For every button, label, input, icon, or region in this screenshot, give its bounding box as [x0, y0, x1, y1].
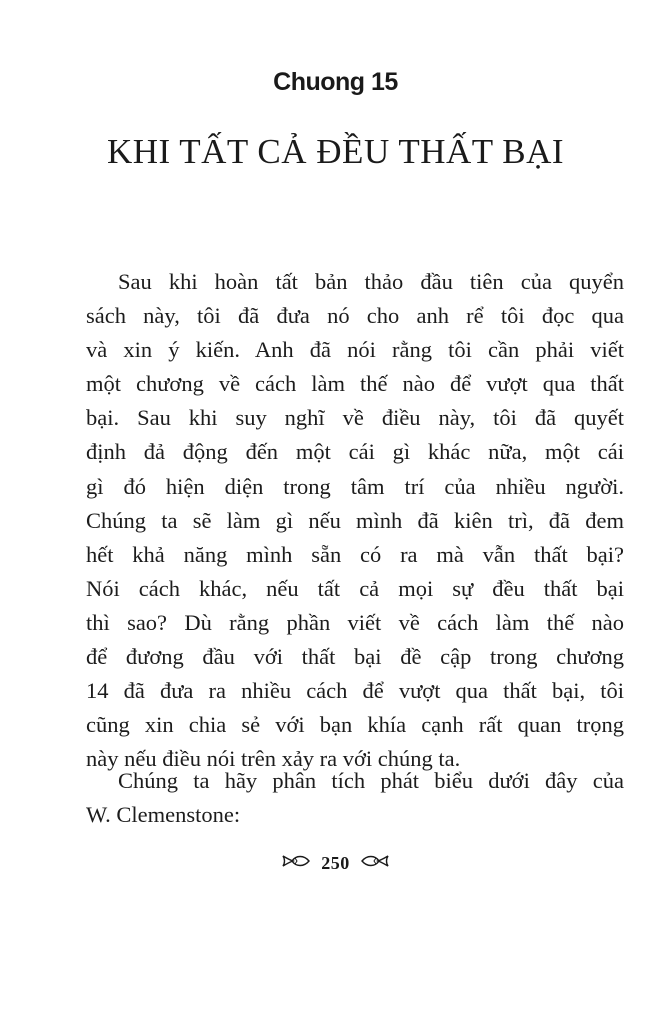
paragraph-line: này nếu điều nói trên xảy ra với chúng ta.: [86, 746, 461, 772]
paragraph-line: và xin ý kiến. Anh đã nói rằng tôi cần phải viết: [86, 337, 624, 363]
paragraph-line: bại. Sau khi suy nghĩ về điều này, tôi đã quyết: [86, 405, 624, 431]
paragraph-line: Sau khi hoàn tất bản thảo đầu tiên của quyển: [118, 269, 624, 294]
chapter-label: Chuong 15: [273, 68, 398, 96]
chapter-title: KHI TẤT CẢ ĐỀU THẤT BẠI: [106, 132, 565, 171]
paragraph-line: Nói cách khác, nếu tất cả mọi sự đều thất bại: [86, 575, 624, 601]
paragraph-line: một chương về cách làm thế nào để vượt qua thất: [86, 371, 624, 397]
fish-ornament-icon: [360, 853, 390, 874]
paragraph-1: [86, 265, 624, 776]
page-number: 250: [321, 853, 350, 874]
paragraph-line: 14 đã đưa ra nhiều cách để vượt qua thất bại, tôi: [86, 678, 624, 704]
paragraph-line: để đương đầu với thất bại đề cập trong chương: [86, 644, 624, 670]
page-footer: [0, 852, 671, 874]
paragraph-line: thì sao? Dù rằng phần viết về cách làm thế nào: [86, 609, 624, 635]
paragraph-2: [86, 764, 624, 832]
paragraph-line: Chúng ta sẽ làm gì nếu mình đã kiên trì, đã đem: [86, 507, 624, 533]
paragraph-line: gì đó hiện diện trong tâm trí của nhiều người.: [86, 473, 624, 499]
paragraph-line: W. Clemenstone:: [86, 802, 241, 828]
paragraph-line: hết khả năng mình sẵn có ra mà vẫn thất bại?: [86, 541, 624, 567]
fish-ornament-icon: [281, 853, 311, 874]
paragraph-line: cũng xin chia sẻ với bạn khía cạnh rất quan trọng: [86, 712, 624, 738]
paragraph-line: sách này, tôi đã đưa nó cho anh rể tôi đọc qua: [86, 303, 624, 329]
paragraph-line: định đả động đến một cái gì khác nữa, một cái: [86, 439, 624, 465]
paragraph-line: Chúng ta hãy phân tích phát biểu dưới đây của: [118, 768, 624, 793]
